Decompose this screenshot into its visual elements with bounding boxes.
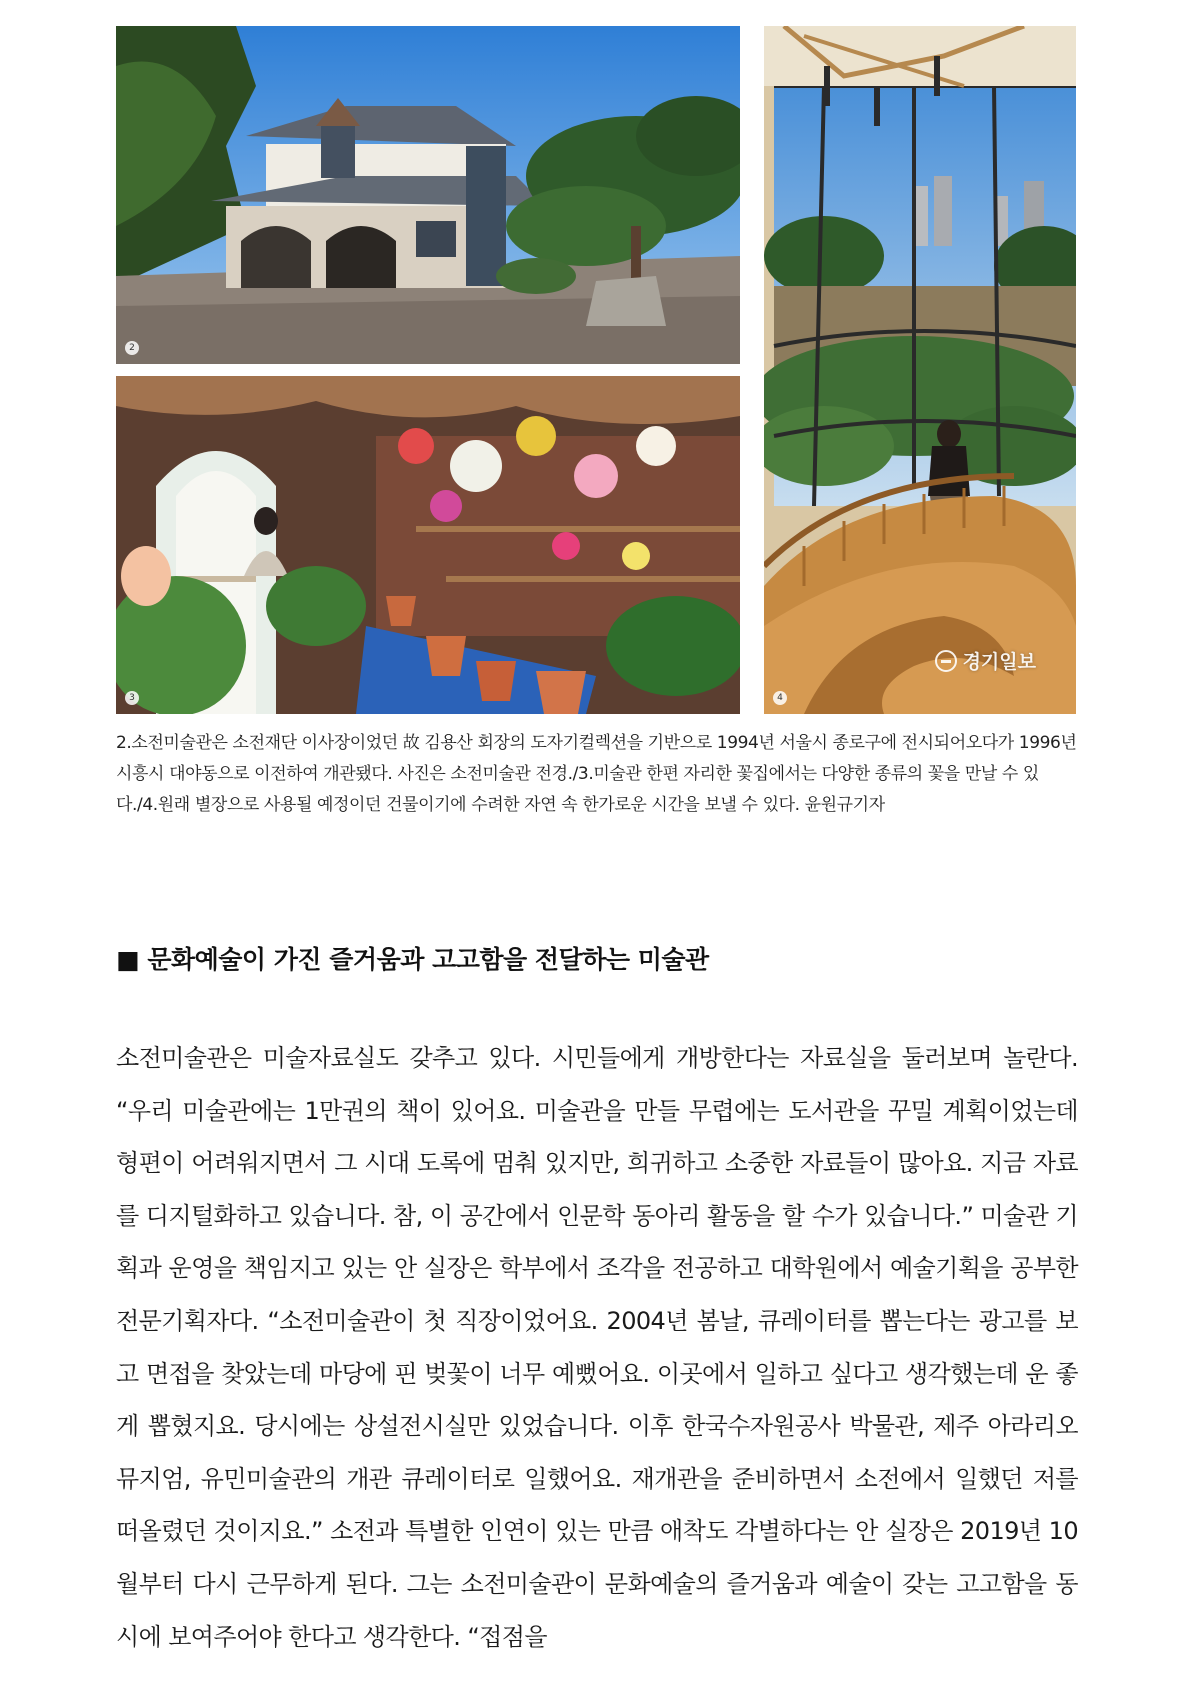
museum-exterior-photo [116, 26, 740, 364]
photo-number-badge: 2 [125, 341, 139, 355]
flower-shop-photo [116, 376, 740, 714]
watermark-text: 경기일보 [962, 651, 1036, 673]
article-body: 소전미술관은 미술자료실도 갖추고 있다. 시민들에게 개방한다는 자료실을 둘러보며 놀란다. “우리 미술관에는 1만권의 책이 있어요. 미술관을 만들 무렵에는 도서관을 꾸밀 계획이었는데 형편이 어려워지면서 그 시대 도록에 멈춰 있지만, 희귀하고 소중한 자료들이 많아요. 지금 자료를 디지털화하고 있습니다. 참, 이 공간에서 인문학 동아리 활동을 할 수가 있습니다.” 미술관 기획과 운영을 책임지고 있는 안 실장은 학부에서 조각을 전공하고 대학원에서 예술기획을 공부한 전문기획자다. “소전미술관이 첫 직장이었어요. 2004년 봄날, 큐레이터를 뽑는다는 광고를 보고 면접을 찾았는데 마당에 핀 벚꽃이 너무 예뻤어요. 이곳에서 일하고 싶다고 생각했는데 운 좋게 뽑혔지요. 당시에는 상설전시실만 있었습니다. 이후 한국수자원공사 박물관, 제주 아라리오뮤지엄, 유민미술관의 개관 큐레이터로 일했어요. 재개관을 준비하면서 소전에서 일했던 저를 떠올렸던 것이지요.” 소전과 특별한 인연이 있는 만큼 애착도 각별하다는 안 실장은 2019년 10월부터 다시 근무하게 된다. 그는 소전미술관이 문화예술의 즐거움과 예술이 갖는 고고함을 동시에 보여주어야 한다고 생각한다. “접점을 [116, 1044, 1078, 1651]
photo-caption: 2.소전미술관은 소전재단 이사장이었던 故 김용산 회장의 도자기컬렉션을 기반으로 1994년 서울시 종로구에 전시되어오다가 1996년 시흥시 대야동으로 이전하여 개관됐다. 사진은 소전미술관 전경./3.미술관 한편 자리한 꽃집에서는 다양한 종류의 꽃을 만날 수 있다./4.원래 별장으로 사용될 예정이던 건물이기에 수려한 자연 속 한가로운 시간을 보낼 수 있다. 윤원규기자 [116, 733, 1077, 815]
photo-number-badge: 3 [125, 691, 139, 705]
photo-number-badge: 4 [773, 691, 787, 705]
newspaper-logo-icon [935, 650, 957, 672]
section-heading: ■ 문화예술이 가진 즐거움과 고고함을 전달하는 미술관 [116, 945, 709, 974]
spiral-staircase-photo [764, 26, 1076, 714]
newspaper-watermark [935, 647, 1036, 674]
